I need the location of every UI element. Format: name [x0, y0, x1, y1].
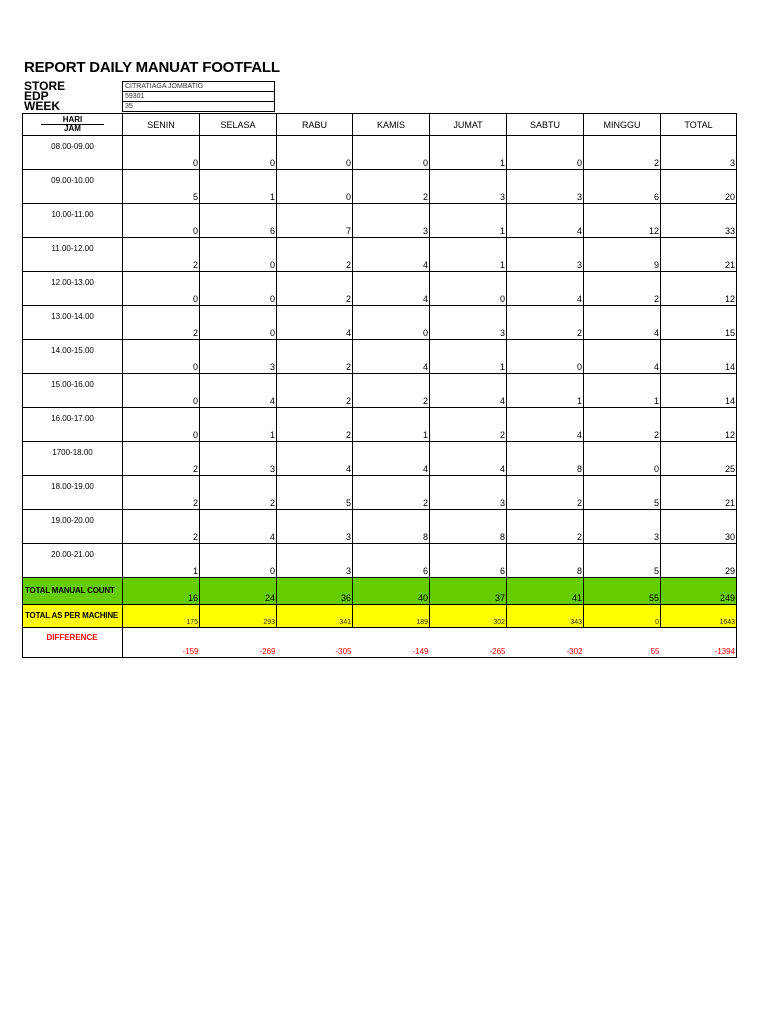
count-cell: 4 — [584, 306, 661, 340]
count-cell: 0 — [123, 136, 200, 170]
count-cell: 4 — [430, 374, 507, 408]
count-cell: 2 — [584, 272, 661, 306]
time-slot-cell: 12.00-13.00 — [23, 272, 123, 306]
info-row-week — [22, 102, 275, 112]
count-cell: 3 — [584, 510, 661, 544]
row-total-cell: 29 — [661, 544, 737, 578]
time-slot-cell: 13.00-14.00 — [23, 306, 123, 340]
count-cell: 2 — [353, 374, 430, 408]
info-value-edp: 59301 — [123, 92, 275, 102]
count-cell: 4 — [277, 442, 353, 476]
count-cell: 2 — [277, 340, 353, 374]
count-cell: 8 — [507, 544, 584, 578]
total-machine-cell: 1643 — [661, 605, 737, 628]
difference-cell: -1394 — [661, 628, 737, 658]
difference-cell: -269 — [200, 628, 277, 658]
time-slot-cell: 16.00-17.00 — [23, 408, 123, 442]
count-cell: 5 — [584, 544, 661, 578]
count-cell: 5 — [123, 170, 200, 204]
count-cell: 3 — [277, 510, 353, 544]
row-total-cell: 3 — [661, 136, 737, 170]
header-hari-jam — [23, 114, 123, 136]
time-slot-cell: 10.00-11.00 — [23, 204, 123, 238]
total-manual-cell: 41 — [507, 578, 584, 605]
row-total-cell: 20 — [661, 170, 737, 204]
header-day: RABU — [277, 114, 353, 136]
count-cell: 0 — [200, 136, 277, 170]
count-cell: 4 — [353, 238, 430, 272]
table-row — [23, 544, 737, 578]
count-cell: 6 — [584, 170, 661, 204]
count-cell: 3 — [200, 442, 277, 476]
time-slot-cell: 14.00-15.00 — [23, 340, 123, 374]
header-day: JUMAT — [430, 114, 507, 136]
count-cell: 0 — [123, 204, 200, 238]
difference-cell: -149 — [353, 628, 430, 658]
row-total-cell: 25 — [661, 442, 737, 476]
count-cell: 5 — [584, 476, 661, 510]
count-cell: 1 — [353, 408, 430, 442]
total-machine-cell: 293 — [200, 605, 277, 628]
report-info-table — [22, 81, 275, 112]
count-cell: 3 — [430, 306, 507, 340]
count-cell: 4 — [507, 408, 584, 442]
count-cell: 2 — [507, 476, 584, 510]
count-cell: 0 — [507, 136, 584, 170]
count-cell: 0 — [123, 340, 200, 374]
row-total-cell: 12 — [661, 272, 737, 306]
total-manual-cell: 55 — [584, 578, 661, 605]
count-cell: 1 — [430, 204, 507, 238]
total-machine-cell: 343 — [507, 605, 584, 628]
count-cell: 7 — [277, 204, 353, 238]
count-cell: 2 — [584, 136, 661, 170]
row-total-cell: 15 — [661, 306, 737, 340]
row-total-cell: 30 — [661, 510, 737, 544]
count-cell: 2 — [200, 476, 277, 510]
table-row — [23, 476, 737, 510]
count-cell: 3 — [353, 204, 430, 238]
total-machine-row — [23, 605, 737, 628]
total-manual-cell: 249 — [661, 578, 737, 605]
row-total-cell: 33 — [661, 204, 737, 238]
count-cell: 0 — [200, 238, 277, 272]
count-cell: 5 — [277, 476, 353, 510]
count-cell: 2 — [430, 408, 507, 442]
count-cell: 1 — [430, 340, 507, 374]
count-cell: 3 — [507, 170, 584, 204]
header-day: SABTU — [507, 114, 584, 136]
difference-cell: -305 — [277, 628, 353, 658]
count-cell: 0 — [507, 340, 584, 374]
count-cell: 2 — [353, 170, 430, 204]
time-slot-cell: 15.00-16.00 — [23, 374, 123, 408]
header-total: TOTAL — [661, 114, 737, 136]
time-slot-cell: 08.00-09.00 — [23, 136, 123, 170]
time-slot-cell: 09.00-10.00 — [23, 170, 123, 204]
count-cell: 0 — [584, 442, 661, 476]
count-cell: 2 — [123, 442, 200, 476]
total-manual-row — [23, 578, 737, 605]
count-cell: 0 — [353, 306, 430, 340]
table-row — [23, 374, 737, 408]
header-hari: HARI — [62, 115, 83, 124]
total-machine-cell: 0 — [584, 605, 661, 628]
count-cell: 4 — [507, 272, 584, 306]
count-cell: 8 — [507, 442, 584, 476]
count-cell: 4 — [507, 204, 584, 238]
count-cell: 1 — [430, 238, 507, 272]
count-cell: 0 — [277, 170, 353, 204]
table-row — [23, 272, 737, 306]
table-row — [23, 170, 737, 204]
count-cell: 1 — [584, 374, 661, 408]
count-cell: 6 — [430, 544, 507, 578]
difference-label: DIFFERENCE — [23, 628, 123, 658]
total-machine-label: TOTAL AS PER MACHINE — [23, 605, 123, 628]
count-cell: 3 — [507, 238, 584, 272]
info-value-week: 35 — [123, 102, 275, 112]
row-total-cell: 14 — [661, 340, 737, 374]
count-cell: 2 — [277, 408, 353, 442]
time-slot-cell: 1700-18.00 — [23, 442, 123, 476]
count-cell: 0 — [123, 374, 200, 408]
table-row — [23, 238, 737, 272]
table-row — [23, 136, 737, 170]
count-cell: 4 — [200, 510, 277, 544]
difference-cell: -302 — [507, 628, 584, 658]
total-machine-cell: 175 — [123, 605, 200, 628]
count-cell: 2 — [123, 510, 200, 544]
count-cell: 9 — [584, 238, 661, 272]
time-slot-cell: 11.00-12.00 — [23, 238, 123, 272]
count-cell: 2 — [277, 374, 353, 408]
total-manual-cell: 36 — [277, 578, 353, 605]
row-total-cell: 21 — [661, 476, 737, 510]
header-row — [23, 114, 737, 136]
header-day: KAMIS — [353, 114, 430, 136]
count-cell: 0 — [277, 136, 353, 170]
total-manual-cell: 40 — [353, 578, 430, 605]
count-cell: 2 — [353, 476, 430, 510]
row-total-cell: 12 — [661, 408, 737, 442]
count-cell: 2 — [123, 238, 200, 272]
table-row — [23, 408, 737, 442]
info-row-store — [22, 82, 275, 92]
total-machine-cell: 302 — [430, 605, 507, 628]
table-row — [23, 340, 737, 374]
header-day: MINGGU — [584, 114, 661, 136]
count-cell: 0 — [200, 544, 277, 578]
report-title: REPORT DAILY MANUAT FOOTFALL — [24, 59, 280, 76]
time-slot-cell: 20.00-21.00 — [23, 544, 123, 578]
count-cell: 1 — [200, 170, 277, 204]
count-cell: 4 — [353, 442, 430, 476]
header-jam: JAM — [64, 124, 81, 133]
row-total-cell: 21 — [661, 238, 737, 272]
count-cell: 6 — [353, 544, 430, 578]
count-cell: 2 — [277, 272, 353, 306]
info-label-store: STORE — [22, 82, 123, 92]
info-label-edp: EDP — [22, 92, 123, 102]
row-total-cell: 14 — [661, 374, 737, 408]
total-manual-cell: 16 — [123, 578, 200, 605]
count-cell: 0 — [123, 408, 200, 442]
header-day: SENIN — [123, 114, 200, 136]
total-machine-cell: 341 — [277, 605, 353, 628]
count-cell: 4 — [430, 442, 507, 476]
count-cell: 3 — [200, 340, 277, 374]
table-row — [23, 204, 737, 238]
difference-cell: -265 — [430, 628, 507, 658]
count-cell: 0 — [200, 306, 277, 340]
count-cell: 4 — [200, 374, 277, 408]
count-cell: 1 — [507, 374, 584, 408]
difference-cell: 55 — [584, 628, 661, 658]
count-cell: 1 — [200, 408, 277, 442]
header-day: SELASA — [200, 114, 277, 136]
count-cell: 4 — [584, 340, 661, 374]
total-machine-cell: 189 — [353, 605, 430, 628]
table-row — [23, 510, 737, 544]
table-row — [23, 442, 737, 476]
count-cell: 0 — [123, 272, 200, 306]
info-label-week: WEEK — [22, 102, 123, 112]
count-cell: 6 — [200, 204, 277, 238]
footfall-table — [22, 113, 737, 658]
count-cell: 0 — [353, 136, 430, 170]
time-slot-cell: 18.00-19.00 — [23, 476, 123, 510]
count-cell: 2 — [123, 306, 200, 340]
table-row — [23, 306, 737, 340]
count-cell: 3 — [277, 544, 353, 578]
count-cell: 4 — [353, 272, 430, 306]
count-cell: 1 — [430, 136, 507, 170]
count-cell: 2 — [123, 476, 200, 510]
difference-cell: -159 — [123, 628, 200, 658]
total-manual-cell: 24 — [200, 578, 277, 605]
count-cell: 8 — [353, 510, 430, 544]
count-cell: 0 — [200, 272, 277, 306]
count-cell: 3 — [430, 476, 507, 510]
info-value-store: CITRATIAGA JOMBATIG — [123, 82, 275, 92]
count-cell: 12 — [584, 204, 661, 238]
time-slot-cell: 19.00-20.00 — [23, 510, 123, 544]
total-manual-cell: 37 — [430, 578, 507, 605]
count-cell: 3 — [430, 170, 507, 204]
count-cell: 4 — [353, 340, 430, 374]
count-cell: 2 — [584, 408, 661, 442]
count-cell: 2 — [277, 238, 353, 272]
count-cell: 1 — [123, 544, 200, 578]
count-cell: 2 — [507, 510, 584, 544]
count-cell: 8 — [430, 510, 507, 544]
count-cell: 2 — [507, 306, 584, 340]
total-manual-label: TOTAL MANUAL COUNT — [23, 578, 123, 605]
count-cell: 4 — [277, 306, 353, 340]
count-cell: 0 — [430, 272, 507, 306]
difference-row — [23, 628, 737, 658]
